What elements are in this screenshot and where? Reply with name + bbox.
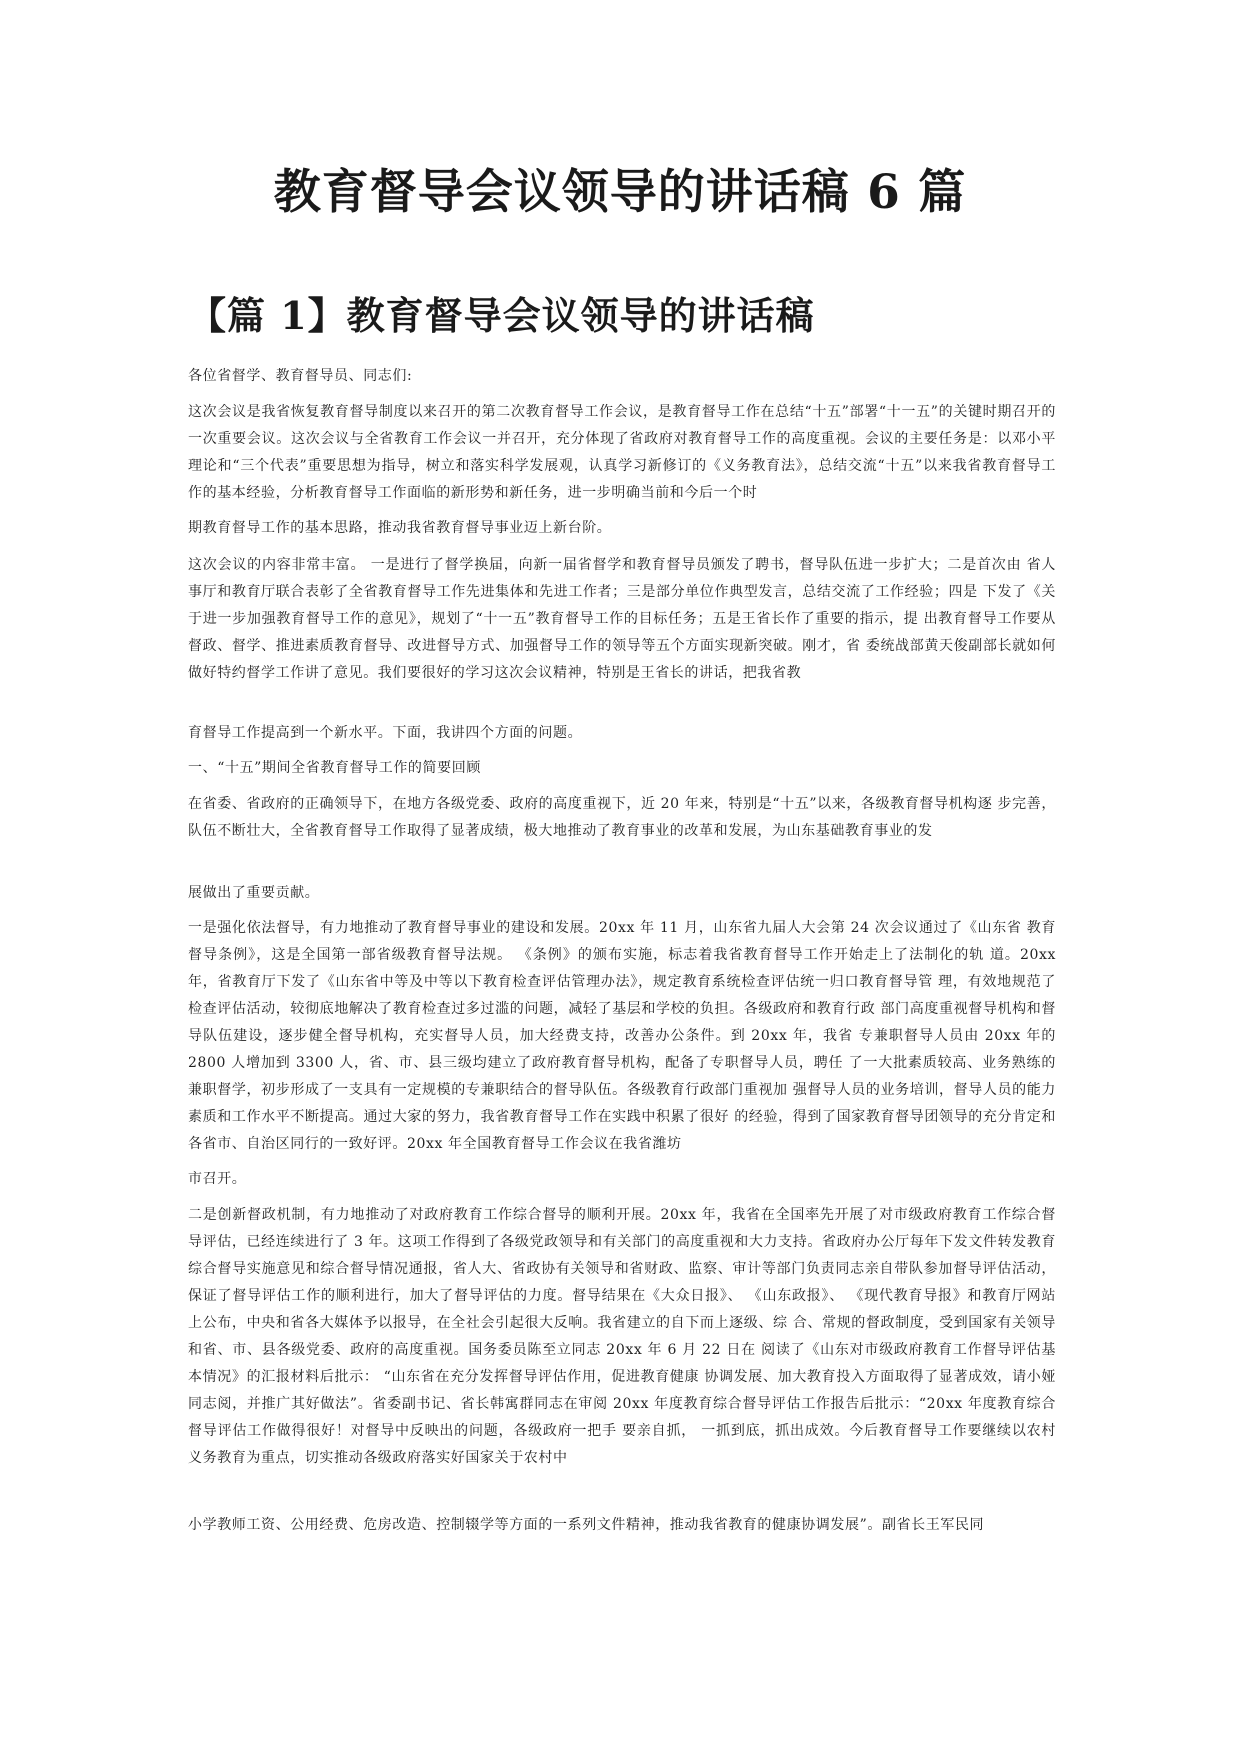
body-paragraph: 市召开。 bbox=[188, 1171, 247, 1187]
body-paragraph: 这次会议是我省恢复教育督导制度以来召开的第二次教育督导工作会议，是教育督导工作在总结“十五”部署“十一五”的关键时期召开的一次重要会议。这次会议与全省教育工作会议一并召开，充分体现了省政府对教育督导工作的高度重视。会议的主要任务是：以邓小平理论和“三个代表”重要思想为指导，树立和落实科学发展观，认真学习新修订的《义务教育法》，总结交流“十五”以来我省教育督导工作的基本经验，分析教育督导工作面临的新形势和新任务，进一步明确当前和今后一个时 bbox=[188, 404, 1056, 501]
body-paragraph: 在省委、省政府的正确领导下，在地方各级党委、政府的高度重视下，近 20 年来，特别是“十五”以来，各级教育督导机构逐 步完善，队伍不断壮大，全省教育督导工作取得了显著成绩，极大地推动了教育事业的改革和发展，为山东基础教育事业的发 bbox=[188, 796, 1056, 839]
body-paragraph: 展做出了重要贡献。 bbox=[188, 885, 320, 901]
body-paragraph: 小学教师工资、公用经费、危房改造、控制辍学等方面的一系列文件精神，推动我省教育的健康协调发展”。副省长王军民同 bbox=[188, 1517, 985, 1533]
body-paragraph: 这次会议的内容非常丰富。 一是进行了督学换届，向新一届省督学和教育督导员颁发了聘书，督导队伍进一步扩大；二是首次由 省人事厅和教育厅联合表彰了全省教育督导工作先进集体和先进工作者；三是部分单位作典型发言，总结交流了工作经验；四是 下发了《关于进一步加强教育督导工作的意见》，规划了“十一五”教育督导工作的目标任务；五是王省长作了重要的指示，提 出教育督导工作要从督政、督学、推进素质教育督导、改进督导方式、加强督导工作的领导等五个方面实现新突破。刚才，省 委统战部黄天俊副部长就如何做好特约督学工作讲了意见。我们要很好的学习这次会议精神，特别是王省长的讲话，把我省教 bbox=[188, 557, 1056, 681]
body-paragraph: 一是强化依法督导，有力地推动了教育督导事业的建设和发展。20xx 年 11 月，山东省九届人大会第 24 次会议通过了《山东省 教育督导条例》，这是全国第一部省级教育督导法规。 《条例》的颁布实施，标志着我省教育督导工作开始走上了法制化的轨 道。20xx 年，省教育厅下发了《山东省中等及中等以下教育检查评估管理办法》，规定教育系统检查评估统一归口教育督导管 理，有效地规范了检查评估活动，较彻底地解决了教育检查过多过滥的问题，减轻了基层和学校的负担。各级政府和教育行政 部门高度重视督导机构和督导队伍建设，逐步健全督导机构，充实督导人员，加大经费支持，改善办公条件。到 20xx 年，我省 专兼职督导人员由 20xx 年的 2800 人增加到 3300 人，省、市、县三级均建立了政府教育督导机构，配备了专职督导人员，聘任 了一大批素质较高、业务熟练的兼职督学，初步形成了一支具有一定规模的专兼职结合的督导队伍。各级教育行政部门重视加 强督导人员的业务培训，督导人员的能力素质和工作水平不断提高。通过大家的努力，我省教育督导工作在实践中积累了很好 的经验，得到了国家教育督导团领导的充分肯定和各省市、自治区同行的一致好评。20xx 年全国教育督导工作会议在我省潍坊 bbox=[188, 920, 1056, 1152]
section-heading: 【篇 1】教育督导会议领导的讲话稿 bbox=[188, 293, 815, 338]
document-title: 教育督导会议领导的讲话稿 6 篇 bbox=[273, 165, 967, 220]
body-paragraph: 期教育督导工作的基本思路，推动我省教育督导事业迈上新台阶。 bbox=[188, 520, 612, 536]
body-paragraph: 二是创新督政机制，有力地推动了对政府教育工作综合督导的顺利开展。20xx 年，我省在全国率先开展了对市级政府教育工作综合督导评估，已经连续进行了 3 年。这项工作得到了各级党政领导和有关部门的高度重视和大力支持。省政府办公厅每年下发文件转发教育综合督导实施意见和综合督导情况通报，省人大、省政协有关领导和省财政、监察、审计等部门负责同志亲自带队参加督导评估活动，保证了督导评估工作的顺利进行，加大了督导评估的力度。督导结果在《大众日报》、 《山东政报》、 《现代教育导报》和教育厅网站上公布，中央和省各大媒体予以报导，在全社会引起很大反响。我省建立的自下而上逐级、综 合、常规的督政制度，受到国家有关领导和省、市、县各级党委、政府的高度重视。国务委员陈至立同志 20xx 年 6 月 22 日在 阅读了《山东对市级政府教育工作督导评估基本情况》的汇报材料后批示： “山东省在充分发挥督导评估作用，促进教育健康 协调发展、加大教育投入方面取得了显著成效，请小娅同志阅，并推广其好做法”。省委副书记、省长韩寓群同志在审阅 20xx 年度教育综合督导评估工作报告后批示：“20xx 年度教育综合督导评估工作做得很好！对督导中反映出的问题，各级政府一把手 要亲自抓， 一抓到底，抓出成效。今后教育督导工作要继续以农村义务教育为重点，切实推动各级政府落实好国家关于农村中 bbox=[188, 1207, 1056, 1466]
salutation-paragraph: 各位省督学、教育督导员、同志们: bbox=[188, 368, 413, 384]
subsection-heading: 一、“十五”期间全省教育督导工作的简要回顾 bbox=[188, 760, 481, 776]
body-paragraph: 育督导工作提高到一个新水平。下面，我讲四个方面的问题。 bbox=[188, 725, 583, 741]
